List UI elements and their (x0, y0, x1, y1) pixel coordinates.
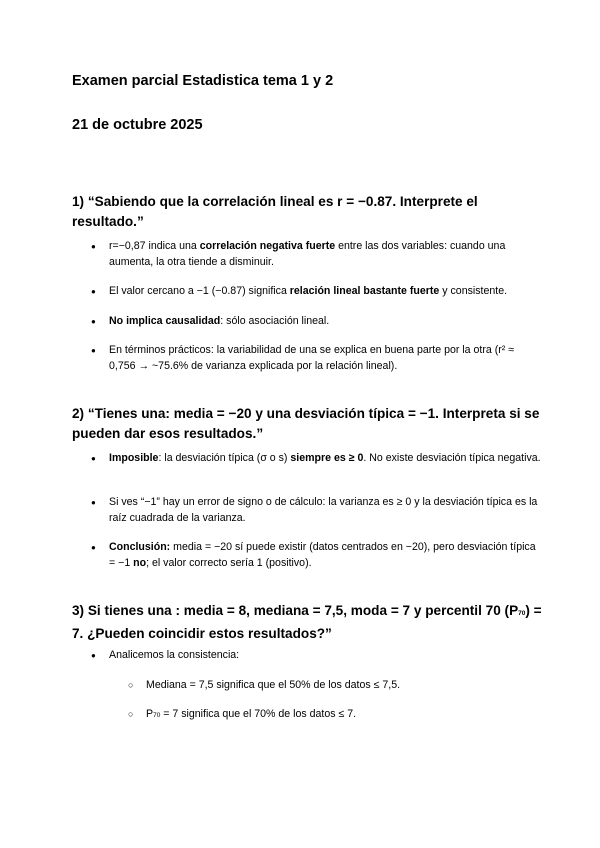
q1-bullet-1: ● r=−0,87 indica una correlación negativa fuerte entre las dos variables: cuando una aumenta, la otra tiende a disminuir. (91, 240, 506, 268)
bullet-icon: ● (91, 287, 96, 296)
circle-bullet-icon: ○ (128, 709, 134, 719)
circle-bullet-icon: ○ (128, 680, 134, 690)
question-2-heading: 2) “Tienes una: media = −20 y una desviación típica = −1. Interpreta si se pueden dar esos resultados.” (72, 406, 540, 441)
document-title: Examen parcial Estadistica tema 1 y 2 (72, 73, 334, 89)
q3-subbullet-1: ○ Mediana = 7,5 significa que el 50% de los datos ≤ 7,5. (128, 678, 538, 694)
bullet-icon: ● (91, 454, 96, 463)
question-1-heading: 1) “Sabiendo que la correlación lineal es r = −0.87. Interprete el resultado.” (72, 194, 478, 229)
bullet-icon: ● (91, 651, 96, 660)
q1-bullet-4: ● En términos prácticos: la variabilidad de una se explica en buena parte por la otra (r² ≈ 0,756 → ~75.6% de varianza explicada por la relación lineal). (91, 344, 515, 372)
q2-bullet-3: ● Conclusión: media = −20 sí puede existir (datos centrados en −20), pero desviación típica = −1 no; el valor correcto sería 1 (positivo). (91, 541, 536, 569)
q1-bullet-2: ● El valor cercano a −1 (−0.87) significa relación lineal bastante fuerte y consistente. (91, 284, 541, 300)
bullet-icon: ● (91, 317, 96, 326)
q2-bullet-1: ● Imposible: la desviación típica (σ o s) siempre es ≥ 0. No existe desviación típica negativa. (91, 451, 541, 467)
bullet-icon: ● (91, 242, 96, 251)
bullet-icon: ● (91, 543, 96, 552)
document-date: 21 de octubre 2025 (72, 117, 203, 133)
bullet-icon: ● (91, 498, 96, 507)
q1-bullet-3: ● No implica causalidad: sólo asociación lineal. (91, 314, 541, 330)
q2-bullet-2: ● Si ves “−1” hay un error de signo o de cálculo: la varianza es ≥ 0 y la desviación típica es la raíz cuadrada de la varianza. (91, 496, 538, 524)
bullet-icon: ● (91, 346, 96, 355)
q3-bullet-1: ● Analicemos la consistencia: (91, 648, 541, 664)
question-3-heading: 3) Si tienes una : media = 8, mediana = 7,5, moda = 7 y percentil 70 (P70) = 7. ¿Pueden coincidir estos resultados?” (72, 603, 542, 641)
q3-subbullet-2: ○ P70 = 7 significa que el 70% de los datos ≤ 7. (128, 707, 538, 724)
